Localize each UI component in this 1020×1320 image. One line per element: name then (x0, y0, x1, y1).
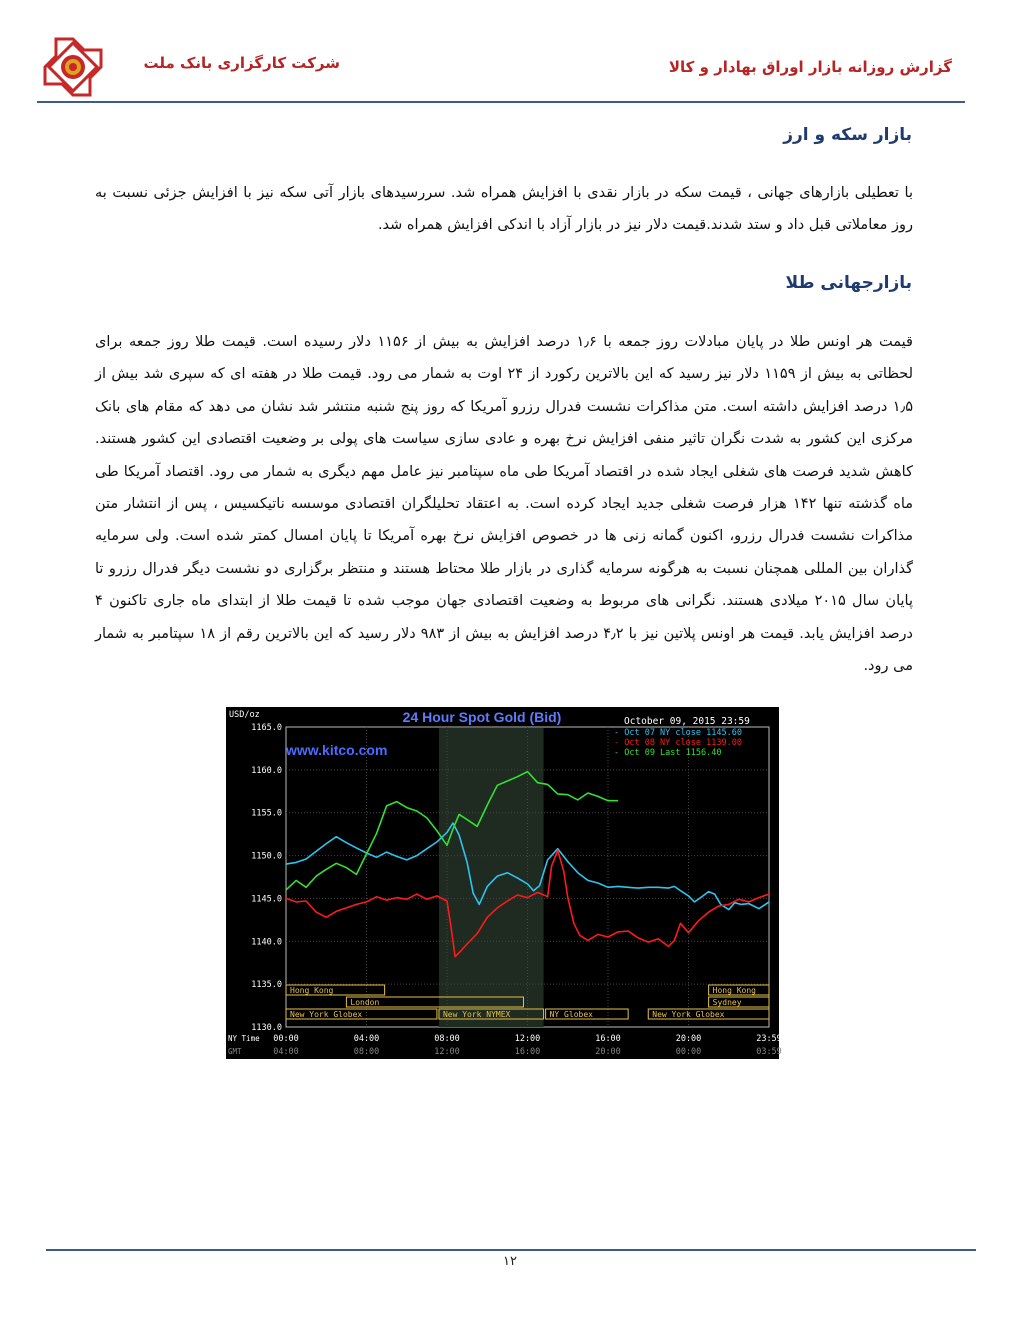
chart-timestamp: October 09, 2015 23:59 (624, 716, 750, 727)
y-tick-label: 1135.0 (251, 980, 282, 991)
session-label: New York NYMEX (442, 1010, 511, 1019)
session-label: NY Globex (549, 1010, 593, 1019)
section-heading-coin-currency: بازار سکه و ارز (783, 125, 912, 145)
header-divider (37, 101, 965, 103)
section-paragraph-global-gold: قیمت هر اونس طلا در پایان مبادلات روز جمعه با ۱٫۶ درصد افزایش به بیش از ۱۱۵۶ دلار رسیده است. قیمت طلا روز جمعه برای لحظاتی به بیش از ۱۱۵۹ دلار نیز رسید که این بالاترین رکورد از ۲۴ اوت به شمار می رود. قیمت طلا در هفته ای که سپری شد بیش از ۱٫۵ درصد افزایش داشته است. متن مذاکرات نشست فدرال رزرو آمریکا که روز پنج شنبه منتشر شد نشان می دهد که مقام های بانک مرکزی این کشور به شدت نگران تاثیر منفی افزایش نرخ بهره و عادی سازی سیاست های پولی بر وضعیت اقتصادی این کشور هستند. کاهش شدید فرصت های شغلی ایجاد شده در اقتصاد آمریکا طی ماه سپتامبر نیز عامل مهم دیگری به شمار می رود. اقتصاد آمریکا طی ماه گذشته تنها ۱۴۲ هزار فرصت شغلی جدید ایجاد کرده است. به اعتقاد تحلیلگران اقتصادی موسسه ناتیکسیس ، پس از انتشار متن مذاکرات نشست فدرال رزرو، اکنون گمانه زنی ها در خصوص افزایش نرخ بهره آمریکا تا پایان امسال کمتر شده است. ولی سرمایه گذاران بین المللی همچنان نسبت به هرگونه سرمایه گذاری در بازار طلا محتاط هستند و منتظر برگزاری دو نشست دیگر فدرال رزرو تا پایان سال ۲۰۱۵ میلادی هستند. نگرانی های مربوط به وضعیت اقتصادی جهان موجب شده تا قیمت طلا از ابتدای ماه جاری تاکنون ۴ درصد افزایش یابد. قیمت هر اونس پلاتین نیز با ۴٫۲ درصد افزایش به بیش از ۹۸۳ دلار رسید که این بالاترین رقم از ۱۸ سپتامبر به شمار می رود. (95, 334, 914, 675)
session-label: Hong Kong (290, 986, 334, 995)
gold-price-chart-svg (226, 707, 782, 1059)
session-label: London (350, 998, 380, 1007)
x-row-label-ny: NY Time (228, 1034, 260, 1043)
x-tick-label-ny: 20:00 (675, 1034, 702, 1044)
bank-mellat-logo (42, 36, 104, 98)
x-tick-label-gmt: 04:00 (273, 1047, 299, 1057)
session-label: Sydney (712, 998, 742, 1007)
section-heading-global-gold: بازارجهانی طلا (785, 273, 912, 293)
x-tick-label-ny: 04:00 (353, 1034, 380, 1044)
logo-emblem-icon (42, 36, 104, 98)
x-tick-label-gmt: 16:00 (514, 1047, 541, 1057)
legend-entry: - Oct 07 NY close 1145.60 (614, 728, 742, 738)
x-tick-label-ny: 16:00 (595, 1034, 621, 1044)
legend-entry: - Oct 09 Last 1156.40 (614, 748, 722, 758)
x-tick-label-gmt: 00:00 (675, 1047, 702, 1057)
x-row-label-gmt: GMT (228, 1047, 242, 1056)
session-label: New York Globex (652, 1010, 725, 1019)
x-tick-label-ny: 23:59 (756, 1034, 782, 1044)
y-tick-label: 1150.0 (251, 851, 282, 862)
report-title: گزارش روزانه بازار اوراق بهادار و کالا (668, 58, 952, 76)
gold-price-chart (226, 707, 782, 1059)
page-header (0, 0, 1020, 110)
y-tick-label: 1140.0 (251, 937, 282, 948)
page-number: ۱۲ (503, 1254, 517, 1269)
y-tick-label: 1145.0 (251, 894, 282, 905)
y-tick-label: 1130.0 (251, 1023, 282, 1033)
legend-entry: - Oct 08 NY close 1139.00 (614, 738, 742, 748)
chart-title: 24 Hour Spot Gold (Bid) (402, 709, 562, 725)
x-tick-label-ny: 00:00 (273, 1034, 299, 1044)
x-tick-label-ny: 12:00 (514, 1034, 541, 1044)
y-tick-label: 1165.0 (251, 723, 282, 733)
x-tick-label-gmt: 08:00 (353, 1047, 380, 1057)
x-tick-label-gmt: 20:00 (595, 1047, 621, 1057)
section-paragraph-coin-currency: با تعطیلی بازارهای جهانی ، قیمت سکه در بازار نقدی با افزایش همراه شد. سررسیدهای بازار آتی سکه نیز با افزایش جزئی نسبت به روز معاملاتی قبل داد و ستد شدند.قیمت دلار نیز در بازار آزاد با اندکی افزایش همراه شد. (95, 185, 913, 234)
x-tick-label-ny: 08:00 (434, 1034, 460, 1044)
company-name: شرکت کارگزاری بانک ملت (143, 54, 340, 72)
y-tick-label: 1155.0 (251, 808, 282, 819)
x-tick-label-gmt: 12:00 (434, 1047, 460, 1057)
chart-axes (228, 1034, 782, 1057)
footer-divider (46, 1249, 976, 1251)
chart-watermark: www.kitco.com (286, 742, 388, 758)
x-tick-label-gmt: 03:59 (756, 1047, 782, 1057)
chart-y-axis-label: USD/oz (229, 710, 260, 720)
session-label: New York Globex (290, 1010, 363, 1019)
session-label: Hong Kong (712, 986, 756, 995)
y-tick-label: 1160.0 (251, 765, 282, 776)
